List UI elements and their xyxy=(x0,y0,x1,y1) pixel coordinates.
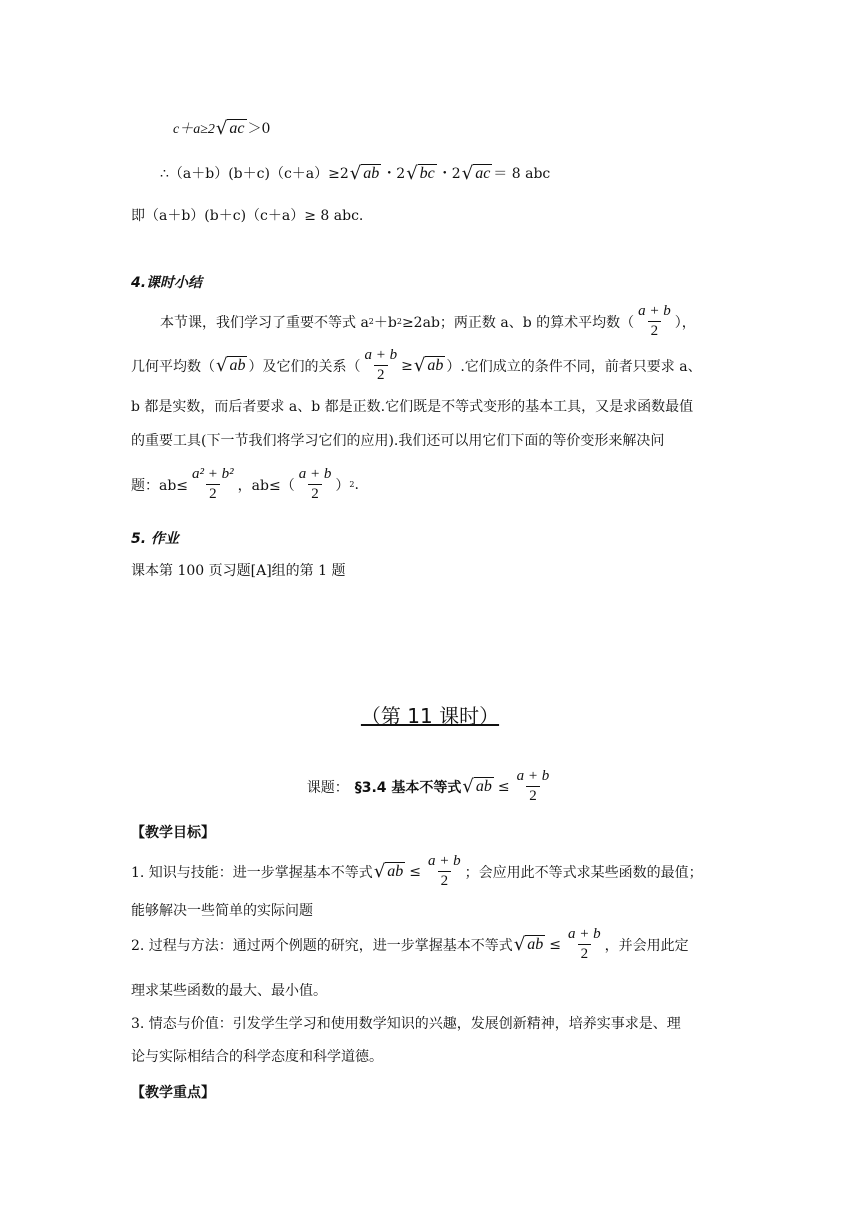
goal-2-line-1 xyxy=(131,926,689,963)
le-symbol: ≤ xyxy=(549,936,562,953)
goal-1-line-2: 能够解决一些简单的实际问题 xyxy=(131,903,313,919)
summary-para-line-5 xyxy=(131,466,359,503)
sqrt-ab: √ ab xyxy=(413,355,444,376)
summary-text: ≥2ab；两正数 a、b 的算术平均数（ xyxy=(401,314,635,331)
summary-text: ）及它们的关系（ xyxy=(248,358,361,375)
summary-text: ） xyxy=(335,477,350,494)
le-symbol: ≤ xyxy=(409,863,422,880)
fraction-a-plus-b-over-2: $\frac{a + b}{2}$ xyxy=(298,466,332,502)
fraction-a-plus-b-over-2: $\frac{a + b}{2}$ xyxy=(568,926,601,962)
goal-text: ；会应用此不等式求某些函数的最值； xyxy=(464,864,703,881)
proof-line2-rhs: ＝ 8 abc xyxy=(493,166,551,182)
proof-line-3: 即（a＋b）(b＋c)（c＋a）≥ 8 abc. xyxy=(131,208,364,224)
fraction-a-plus-b-over-2: $\frac{a + b}{2}$ xyxy=(638,303,671,339)
summary-para-line-2 xyxy=(131,347,702,384)
proof-line2-dot1: ・2 xyxy=(382,166,406,182)
summary-para-line-3: b 都是实数，而后者要求 a、b 都是正数.它们既是不等式变形的基本工具，又是求函数最值 xyxy=(131,399,694,415)
lesson-title: （第 11 课时） xyxy=(360,704,500,728)
sqrt-ab: √ ab xyxy=(513,934,544,955)
goal-1-line-1 xyxy=(131,853,703,890)
summary-text: ）.它们成立的条件不同，前者只要求 a、 xyxy=(446,358,702,375)
summary-para-line-4: 的重要工具(下一节我们将学习它们的应用).我们还可以用它们下面的等价变形来解决问 xyxy=(131,433,665,449)
summary-text: . xyxy=(354,476,359,493)
summary-text: 本节课，我们学习了重要不等式 a xyxy=(160,314,369,331)
topic-text: §3.4 基本不等式 xyxy=(354,779,462,796)
fraction-a-plus-b-over-2: $\frac{a + b}{2}$ xyxy=(516,768,550,804)
summary-heading: 4.课时小结 xyxy=(131,275,203,291)
sqrt-ac-2: √ ac xyxy=(461,162,491,184)
goal-text: 2. 过程与方法：通过两个例题的研究，进一步掌握基本不等式 xyxy=(131,937,513,954)
goal-text: ，并会用此定 xyxy=(604,937,689,954)
superscript: 2 xyxy=(349,480,355,489)
focus-heading: 【教学重点】 xyxy=(131,1085,215,1101)
summary-text: ＋b xyxy=(373,314,397,331)
goal-3-line-1: 3. 情态与价值：引发学生学习和使用数学知识的兴趣，发展创新精神，培养实事求是、理 xyxy=(131,1016,681,1032)
sqrt-ab: √ ab xyxy=(462,776,492,797)
summary-para-line-1 xyxy=(160,303,696,340)
sqrt-ab: √ ab xyxy=(216,355,246,376)
fraction-a-plus-b-over-2: $\frac{a + b}{2}$ xyxy=(428,853,461,889)
proof-line1-lhs: c＋a≥2 xyxy=(173,122,215,137)
goals-heading: 【教学目标】 xyxy=(131,825,215,841)
superscript: 2 xyxy=(368,317,374,326)
fraction-a2-plus-b2-over-2: $\frac{\text{a² + b²}}{2}$ xyxy=(192,466,234,502)
summary-text: ，ab≤（ xyxy=(237,477,295,494)
goal-text: 1. 知识与技能：进一步掌握基本不等式 xyxy=(131,864,373,881)
sqrt-ac: √ ac xyxy=(215,117,245,139)
topic-label: 课题： xyxy=(306,779,349,796)
proof-line2-dot2: ・2 xyxy=(437,166,461,182)
homework-text: 课本第 100 页习题[A]组的第 1 题 xyxy=(131,563,346,579)
goal-3-line-2: 论与实际相结合的科学态度和科学道德。 xyxy=(131,1049,383,1065)
sqrt-ab: √ ab xyxy=(373,861,404,882)
proof-line1-rhs: ＞0 xyxy=(247,121,271,137)
summary-text: 题：ab≤ xyxy=(131,477,189,494)
sqrt-ab: √ ab xyxy=(349,162,380,184)
goal-2-line-2: 理求某些函数的最大、最小值。 xyxy=(131,983,327,999)
le-symbol: ≤ xyxy=(497,778,510,795)
proof-line-1 xyxy=(173,118,270,138)
proof-line2-therefore: ∴（a＋b）(b＋c)（c＋a）≥2 xyxy=(160,166,349,182)
homework-heading: 5. 作业 xyxy=(131,531,179,547)
lesson-title-row xyxy=(0,700,860,729)
summary-text: ≥ xyxy=(401,357,413,374)
sqrt-bc: √ bc xyxy=(406,162,435,184)
fraction-a-plus-b-over-2: $\frac{a + b}{2}$ xyxy=(364,347,398,383)
summary-text: ）， xyxy=(674,314,696,331)
superscript: 2 xyxy=(396,317,402,326)
lesson-topic-row xyxy=(0,768,860,805)
proof-line-2 xyxy=(160,163,550,183)
summary-text: 几何平均数（ xyxy=(131,358,215,375)
